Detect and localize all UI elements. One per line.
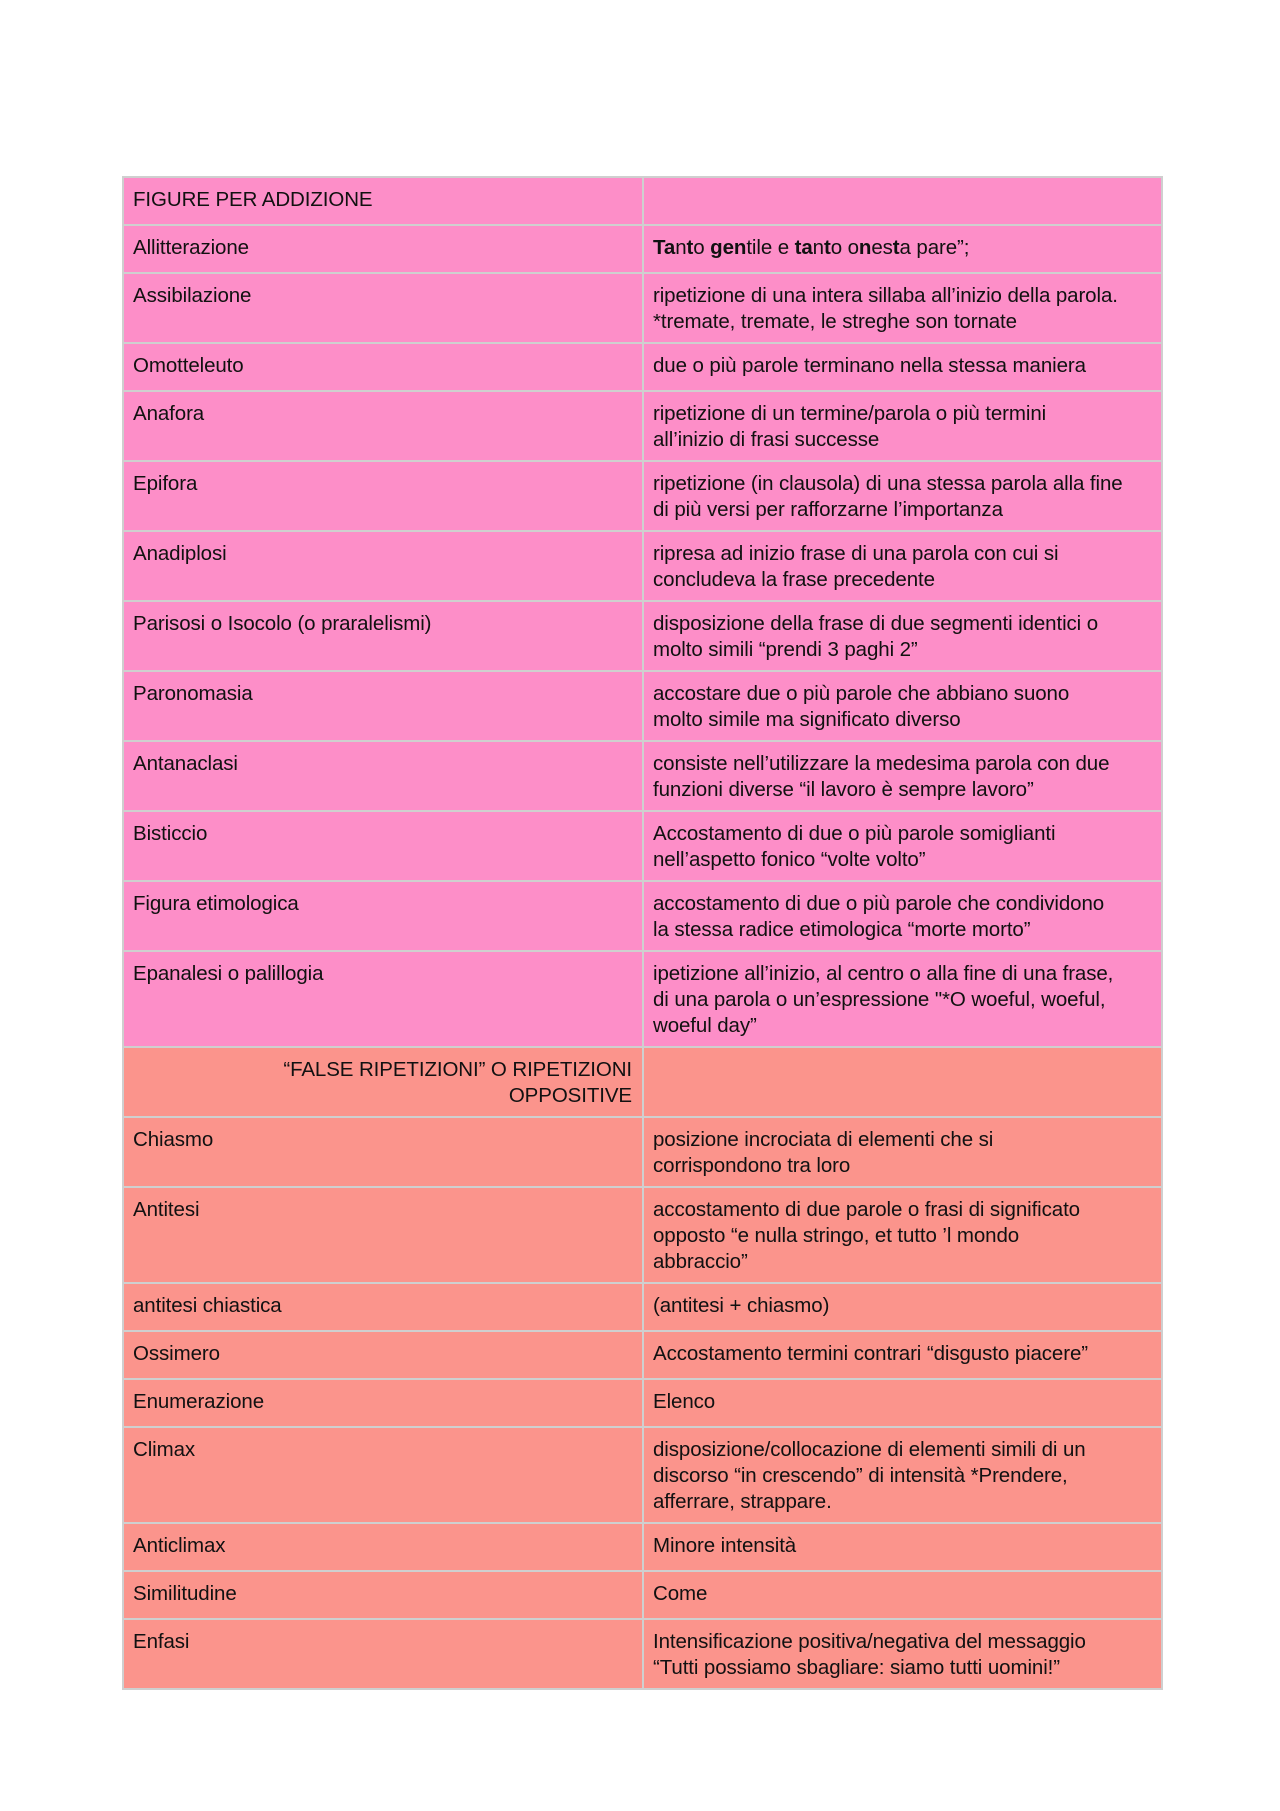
figure-description: Elenco — [643, 1379, 1162, 1427]
section-heading: FIGURE PER ADDIZIONE — [123, 177, 643, 225]
section-heading: “FALSE RIPETIZIONI” O RIPETIZIONI OPPOSITIVE — [123, 1047, 643, 1117]
table-row — [123, 343, 1162, 391]
section-addizione — [123, 177, 1162, 1047]
figures-table — [122, 176, 1163, 1690]
desc-part: o — [693, 236, 711, 259]
desc-part: tile e — [746, 236, 795, 259]
figure-term: Ossimero — [123, 1331, 643, 1379]
table-row — [123, 1283, 1162, 1331]
desc-part: ta — [794, 236, 813, 259]
desc-part: n — [675, 236, 687, 259]
table-row — [123, 391, 1162, 461]
figure-term: Anafora — [123, 391, 643, 461]
desc-part: gen — [710, 236, 747, 259]
figure-description: Intensificazione positiva/negativa del messaggio “Tutti possiamo sbagliare: siamo tutti uomini!” — [643, 1619, 1162, 1689]
figure-description: Accostamento di due o più parole somiglianti nell’aspetto fonico “volte volto” — [643, 811, 1162, 881]
desc-part: t — [823, 236, 831, 259]
table-row — [123, 881, 1162, 951]
figure-description: ipetizione all’inizio, al centro o alla fine di una frase, di una parola o un’espressione "*O woeful, woeful, woeful day” — [643, 951, 1162, 1047]
figure-description: disposizione/collocazione di elementi simili di un discorso “in crescendo” di intensità *Prendere, afferrare, strappare. — [643, 1427, 1162, 1523]
desc-part: t — [686, 236, 694, 259]
table-row — [123, 1427, 1162, 1523]
desc-part: o o — [830, 236, 859, 259]
figure-term: Enumerazione — [123, 1379, 643, 1427]
section-false-ripetizioni — [123, 1047, 1162, 1689]
desc-part: Ta — [653, 236, 676, 259]
figure-description: ripetizione (in clausola) di una stessa parola alla fine di più versi per rafforzarne l’importanza — [643, 461, 1162, 531]
figure-description: ripetizione di un termine/parola o più termini all’inizio di frasi successe — [643, 391, 1162, 461]
figure-term: Anticlimax — [123, 1523, 643, 1571]
table-row — [123, 741, 1162, 811]
figure-description: due o più parole terminano nella stessa maniera — [643, 343, 1162, 391]
figure-description: posizione incrociata di elementi che si corrispondono tra loro — [643, 1117, 1162, 1187]
figure-term: Allitterazione — [123, 225, 643, 273]
figure-description: ripresa ad inizio frase di una parola con cui si concludeva la frase precedente — [643, 531, 1162, 601]
figure-term: Similitudine — [123, 1571, 643, 1619]
section-heading-row — [123, 177, 1162, 225]
desc-part: n — [812, 236, 824, 259]
desc-part: n — [858, 236, 872, 259]
desc-part: es — [871, 236, 893, 259]
figure-term: Omotteleuto — [123, 343, 643, 391]
figure-term: antitesi chiastica — [123, 1283, 643, 1331]
figure-description: Accostamento termini contrari “disgusto piacere” — [643, 1331, 1162, 1379]
desc-part: t — [892, 236, 900, 259]
figure-description: consiste nell’utilizzare la medesima parola con due funzioni diverse “il lavoro è sempre lavoro” — [643, 741, 1162, 811]
figure-term: Climax — [123, 1427, 643, 1523]
figure-term: Epifora — [123, 461, 643, 531]
figure-term: Anadiplosi — [123, 531, 643, 601]
table-row — [123, 273, 1162, 343]
section-heading-empty-cell — [643, 177, 1162, 225]
figure-term: Enfasi — [123, 1619, 643, 1689]
figure-term: Assibilazione — [123, 273, 643, 343]
table-row — [123, 811, 1162, 881]
figure-description: Come — [643, 1571, 1162, 1619]
section-heading-row — [123, 1047, 1162, 1117]
section-heading-empty-cell — [643, 1047, 1162, 1117]
figure-term: Paronomasia — [123, 671, 643, 741]
table-row — [123, 1331, 1162, 1379]
figure-description: (antitesi + chiasmo) — [643, 1283, 1162, 1331]
figure-description — [643, 225, 1162, 273]
figure-term: Antanaclasi — [123, 741, 643, 811]
figure-term: Chiasmo — [123, 1117, 643, 1187]
figure-description: accostamento di due o più parole che condividono la stessa radice etimologica “morte morto” — [643, 881, 1162, 951]
table-row — [123, 1187, 1162, 1283]
table-row — [123, 1117, 1162, 1187]
table-row — [123, 601, 1162, 671]
figure-description: disposizione della frase di due segmenti identici o molto simili “prendi 3 paghi 2” — [643, 601, 1162, 671]
table-row — [123, 225, 1162, 273]
figure-term: Parisosi o Isocolo (o praralelismi) — [123, 601, 643, 671]
table-row — [123, 951, 1162, 1047]
figure-description: accostare due o più parole che abbiano suono molto simile ma significato diverso — [643, 671, 1162, 741]
desc-part: a pare”; — [899, 236, 970, 259]
figure-term: Bisticcio — [123, 811, 643, 881]
table-row — [123, 1379, 1162, 1427]
table-row — [123, 671, 1162, 741]
table-row — [123, 1523, 1162, 1571]
figure-term: Epanalesi o palillogia — [123, 951, 643, 1047]
table-row — [123, 461, 1162, 531]
table-row — [123, 1571, 1162, 1619]
figure-description: Minore intensità — [643, 1523, 1162, 1571]
figure-description: accostamento di due parole o frasi di significato opposto “e nulla stringo, et tutto ’l mondo abbraccio” — [643, 1187, 1162, 1283]
figure-term: Figura etimologica — [123, 881, 643, 951]
figure-term: Antitesi — [123, 1187, 643, 1283]
table-row — [123, 531, 1162, 601]
table-row — [123, 1619, 1162, 1689]
figure-description: ripetizione di una intera sillaba all’inizio della parola. *tremate, tremate, le streghe son tornate — [643, 273, 1162, 343]
